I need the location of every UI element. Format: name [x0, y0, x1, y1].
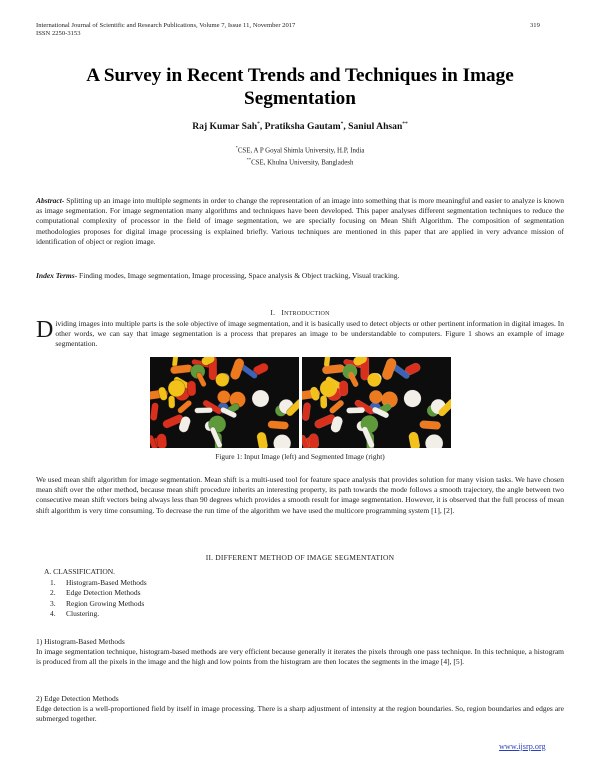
pill-shape: [252, 390, 269, 407]
author-mark: *: [257, 121, 260, 127]
author-list: Raj Kumar Sah*, Pratiksha Gautam*, Saniul Ahsan**: [192, 121, 408, 133]
affiliation: **CSE, Khulna University, Bangladesh: [246, 156, 354, 167]
pill-shape: [346, 407, 364, 413]
pill-shape: [328, 399, 344, 414]
pill-shape: [367, 373, 381, 387]
pill-shape: [176, 399, 192, 414]
list-item: 4. Clustering.: [50, 609, 100, 619]
pill-shape: [168, 395, 175, 408]
list-item: 1. Histogram-Based Methods: [50, 577, 147, 587]
author-mark: **: [402, 121, 408, 127]
introduction-paragraph: Dividing images into multiple parts is the sole objective of image segmentation, and it is basically used to detect objects or other pertinent information in digital images. In other words, we can say that image segmentation is a process that prepares an image to be understandable to computers. Figure 1 shows an example of image segmentation.: [36, 317, 564, 349]
affiliation-mark: *: [235, 145, 238, 150]
section-heading-methods: II. DIFFERENT METHOD OF IMAGE SEGMENTATION: [205, 553, 395, 562]
pill-shape: [256, 431, 269, 448]
figure-caption: Figure 1: Input Image (left) and Segmented Image (right): [215, 452, 385, 461]
pill-shape: [273, 435, 291, 448]
figure-1: [150, 357, 451, 448]
pill-shape: [308, 433, 319, 448]
mean-shift-paragraph: We used mean shift algorithm for image segmentation. Mean shift is a multi-used tool for feature space analysis that provides solution for many vision tasks. We have chosen mean shift over the other method, because mean shift procedure inherits an interesting property, its path towards the mode follows a smooth trajectory, the angle between two consecutive mean shift vectors being always less than 90 degrees which provides a smooth result for image segmentation. However, it is observed that the full process of mean shift algorithm is very time consuming. To decrease the run time of the algorithm we have used the multicore programming system [1], [2].: [36, 475, 564, 515]
author-name: Saniul Ahsan: [348, 121, 403, 133]
journal-name: International Journal of Scientific and Research Publications, Volume 7, Issue 11, November 2017: [36, 22, 296, 29]
pill-shape: [215, 373, 229, 387]
affiliation-mark: **: [246, 156, 252, 162]
classification-list: [44, 567, 147, 620]
page-number: 319: [530, 22, 540, 29]
abstract-text: Splitting up an image into multiple segments in order to change the representation of an image into something that is more meaningful and easier to analyze is known as image segmentation. For image segmentation many algorithms and techniques have been developed. This paper analyses different segmentation techniques to reduce the computational complexity of processor in the field of image segmentation, we are specially focusing on Mean Shift Algorithm. The composition of segmentation methodologies proposes for digital image processing is explained briefly. Various techniques are mentioned in this paper that are applied in very advance mission of identification of object or region image.: [36, 196, 564, 246]
author-name: Raj Kumar Sah: [192, 121, 258, 133]
pill-shape: [168, 380, 185, 397]
pill-shape: [425, 435, 443, 448]
issn: ISSN 2250-3153: [36, 30, 81, 38]
histogram-paragraph: In image segmentation technique, histogram-based methods are very efficient because generally it iterates the pixels through one pass technique. In this technique, a histogram is produced from all the pixels in the image and the high and low points from the histogram are then locates the segments in the image [4], [5].: [36, 647, 564, 667]
pill-shape: [320, 395, 327, 408]
abstract-label: Abstract-: [36, 196, 65, 205]
input-pills-svg: [150, 357, 299, 448]
index-terms-text: - Finding modes, Image segmentation, Image processing, Space analysis & Object tracking, Visual tracking.: [74, 271, 400, 280]
pill-shape: [302, 402, 311, 421]
pill-shape: [419, 420, 440, 429]
pill-shape: [187, 381, 196, 396]
classification-title: A. CLASSIFICATION.: [44, 567, 116, 576]
affiliation: *CSE, A P Goyal Shimla University, H.P, India: [235, 145, 365, 155]
list-item: 3. Region Growing Methods: [50, 598, 145, 608]
pill-shape: [196, 371, 208, 387]
edge-paragraph: Edge detection is a well-proportioned field by itself in image processing. There is a sharp adjustment of intensity at the region boundaries. So, region boundaries and edges are submerged together.: [36, 704, 564, 724]
abstract: [36, 196, 564, 247]
pill-shape: [408, 431, 421, 448]
section-heading-introduction: I. INTRODUCTION: [270, 308, 330, 317]
pill-shape: [348, 371, 360, 387]
author-mark: *: [340, 121, 344, 127]
pill-shape: [310, 386, 321, 401]
index-terms-label: Index Terms: [36, 271, 75, 280]
pill-shape: [267, 420, 288, 429]
pill-shape: [369, 390, 382, 403]
pill-shape: [156, 433, 167, 448]
pill-shape: [194, 407, 212, 413]
drop-cap: D: [36, 317, 54, 343]
pill-shape: [217, 390, 230, 403]
pill-shape: [320, 380, 337, 397]
author-name: Pratiksha Gautam: [264, 121, 341, 133]
journal-website-link[interactable]: www.ijsrp.org: [499, 742, 546, 751]
paper-title: A Survey in Recent Trends and Techniques in Image Segmentation: [86, 65, 514, 109]
segmented-pills-svg: [302, 357, 451, 448]
pill-shape: [150, 402, 159, 421]
list-item: 2. Edge Detection Methods: [50, 588, 141, 598]
pill-shape: [339, 381, 348, 396]
running-header: [36, 22, 295, 39]
pill-shape: [404, 390, 421, 407]
index-terms: [36, 271, 564, 281]
subsection-heading-edge: 2) Edge Detection Methods: [36, 694, 119, 703]
input-image: [150, 357, 299, 448]
segmented-image: [302, 357, 451, 448]
pill-shape: [158, 386, 169, 401]
subsection-heading-histogram: 1) Histogram-Based Methods: [36, 637, 125, 646]
affiliations: [30, 144, 570, 168]
